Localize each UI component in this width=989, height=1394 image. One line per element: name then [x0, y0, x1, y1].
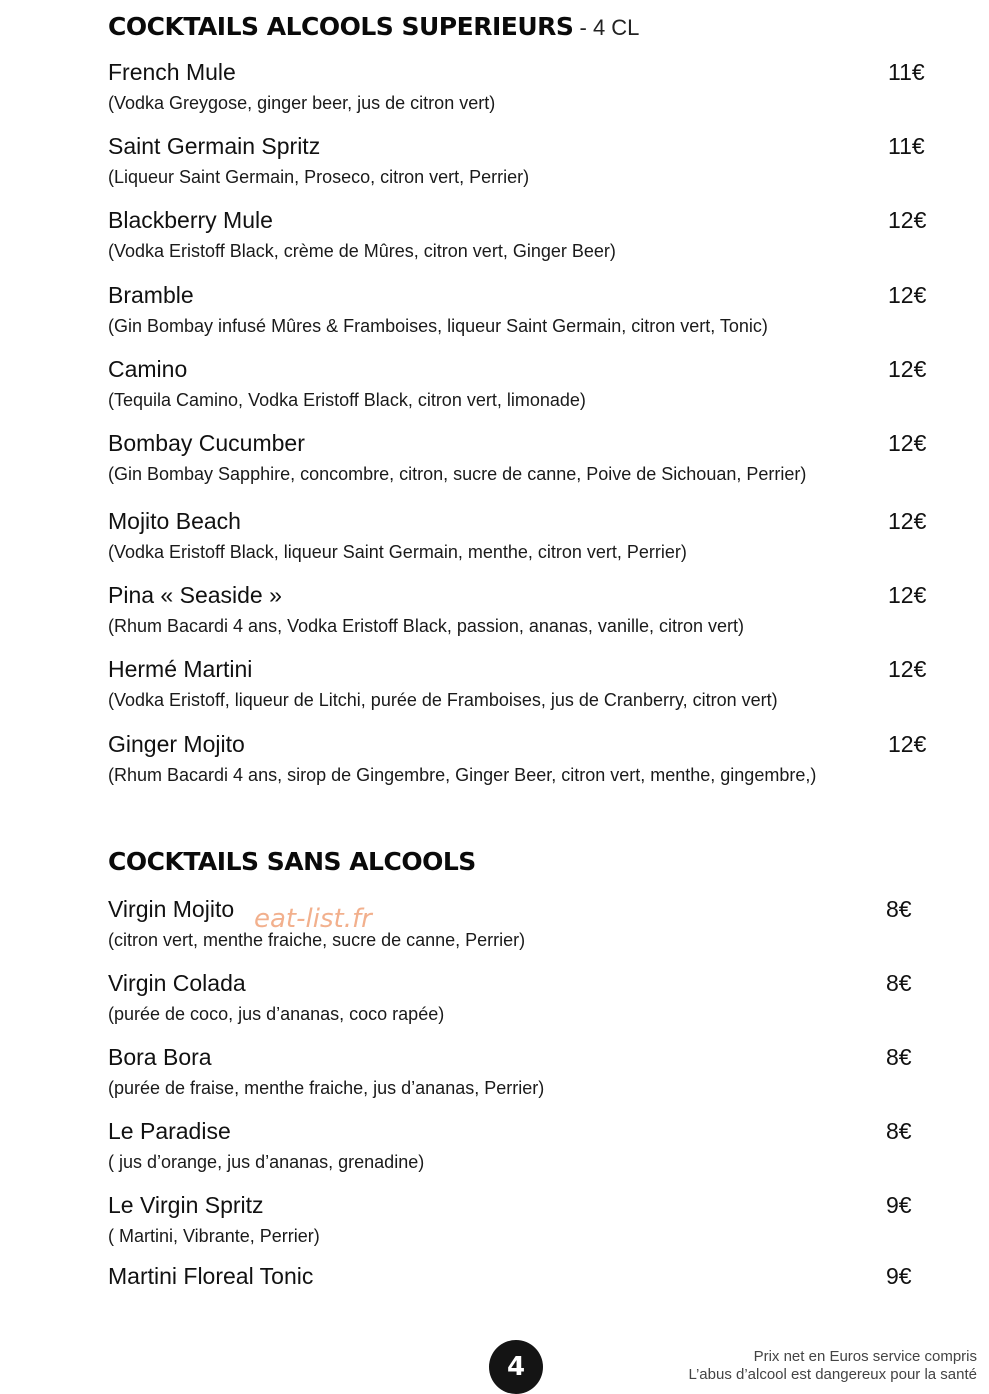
- section-title-alcools-text: COCKTAILS ALCOOLS SUPERIEURS: [108, 12, 574, 41]
- menu-item-ginger-mojito: [108, 730, 928, 787]
- item-price: 8€: [886, 970, 912, 996]
- item-price: 12€: [888, 207, 927, 233]
- item-description: (Tequila Camino, Vodka Eristoff Black, citron vert, limonade): [108, 390, 586, 410]
- item-price: 12€: [888, 356, 927, 382]
- section-title-suffix: - 4 CL: [573, 15, 640, 40]
- item-name: Bora Bora: [108, 1044, 212, 1070]
- item-name: Martini Floreal Tonic: [108, 1263, 314, 1289]
- item-name: Mojito Beach: [108, 508, 241, 534]
- item-description: (Vodka Greygose, ginger beer, jus de citron vert): [108, 93, 496, 113]
- menu-item-le-virgin-spritz: [108, 1191, 928, 1248]
- item-description: (Vodka Eristoff Black, liqueur Saint Germain, menthe, citron vert, Perrier): [108, 542, 687, 562]
- item-name: Hermé Martini: [108, 656, 253, 682]
- item-name: Le Virgin Spritz: [108, 1192, 264, 1218]
- footer-note: [688, 1348, 977, 1384]
- item-name: Camino: [108, 356, 188, 382]
- item-description: (purée de fraise, menthe fraiche, jus d’ananas, Perrier): [108, 1078, 545, 1098]
- item-name: Ginger Mojito: [108, 731, 245, 757]
- item-price: 8€: [886, 1118, 912, 1144]
- item-name: Virgin Mojito: [108, 896, 235, 922]
- menu-item-herme-martini: [108, 655, 928, 712]
- footer-line-alcohol-warning: L’abus d’alcool est dangereux pour la santé: [688, 1366, 977, 1383]
- menu-item-mojito-beach: [108, 507, 928, 564]
- item-price: 12€: [888, 282, 927, 308]
- item-name: French Mule: [108, 59, 236, 85]
- item-price: 12€: [888, 656, 927, 682]
- item-description: (purée de coco, jus d’ananas, coco rapée): [108, 1004, 445, 1024]
- menu-item-camino: [108, 355, 928, 412]
- menu-item-le-paradise: [108, 1117, 928, 1174]
- menu-item-martini-floreal-tonic: [108, 1262, 928, 1290]
- item-name: Saint Germain Spritz: [108, 133, 321, 159]
- item-price: 9€: [886, 1263, 912, 1289]
- item-price: 8€: [886, 896, 912, 922]
- menu-item-bombay-cucumber: [108, 429, 928, 486]
- item-description: (Gin Bombay infusé Mûres & Framboises, liqueur Saint Germain, citron vert, Tonic): [108, 316, 768, 336]
- item-name: Bramble: [108, 282, 194, 308]
- item-price: 11€: [888, 59, 925, 85]
- item-description: (Rhum Bacardi 4 ans, Vodka Eristoff Black, passion, ananas, vanille, citron vert): [108, 616, 744, 636]
- item-price: 12€: [888, 430, 927, 456]
- menu-item-virgin-colada: [108, 969, 928, 1026]
- item-description: (Vodka Eristoff, liqueur de Litchi, purée de Framboises, jus de Cranberry, citron vert): [108, 690, 778, 710]
- menu-item-blackberry-mule: [108, 206, 928, 263]
- menu-item-french-mule: [108, 58, 928, 115]
- item-description: (Rhum Bacardi 4 ans, sirop de Gingembre, Ginger Beer, citron vert, menthe, gingembre,): [108, 765, 817, 785]
- item-price: 8€: [886, 1044, 912, 1070]
- item-name: Virgin Colada: [108, 970, 246, 996]
- item-price: 12€: [888, 582, 927, 608]
- item-description: ( jus d’orange, jus d’ananas, grenadine): [108, 1152, 425, 1172]
- section-title-sans-alcools: [108, 847, 476, 876]
- item-description: (Liqueur Saint Germain, Proseco, citron vert, Perrier): [108, 167, 530, 187]
- watermark: eat-list.fr: [254, 904, 372, 934]
- item-price: 11€: [888, 133, 925, 159]
- page-number-badge: 4: [489, 1340, 543, 1394]
- menu-item-bramble: [108, 281, 928, 338]
- item-name: Pina « Seaside »: [108, 582, 282, 608]
- item-description: (Gin Bombay Sapphire, concombre, citron, sucre de canne, Poive de Sichouan, Perrier): [108, 464, 807, 484]
- item-description: (citron vert, menthe fraiche, sucre de canne, Perrier): [108, 930, 526, 950]
- section-title-sans-alcools-text: COCKTAILS SANS ALCOOLS: [108, 847, 476, 876]
- menu-item-bora-bora: [108, 1043, 928, 1100]
- item-price: 9€: [886, 1192, 912, 1218]
- item-name: Bombay Cucumber: [108, 430, 305, 456]
- item-name: Blackberry Mule: [108, 207, 273, 233]
- section-title-alcools: [108, 12, 639, 41]
- item-price: 12€: [888, 508, 927, 534]
- footer-line-prices: Prix net en Euros service compris: [753, 1348, 977, 1365]
- menu-item-virgin-mojito: [108, 895, 928, 952]
- item-name: Le Paradise: [108, 1118, 231, 1144]
- item-description: ( Martini, Vibrante, Perrier): [108, 1226, 320, 1246]
- menu-item-pina-seaside: [108, 581, 928, 638]
- item-description: (Vodka Eristoff Black, crème de Mûres, citron vert, Ginger Beer): [108, 241, 616, 261]
- menu-item-saint-germain-spritz: [108, 132, 928, 189]
- item-price: 12€: [888, 731, 927, 757]
